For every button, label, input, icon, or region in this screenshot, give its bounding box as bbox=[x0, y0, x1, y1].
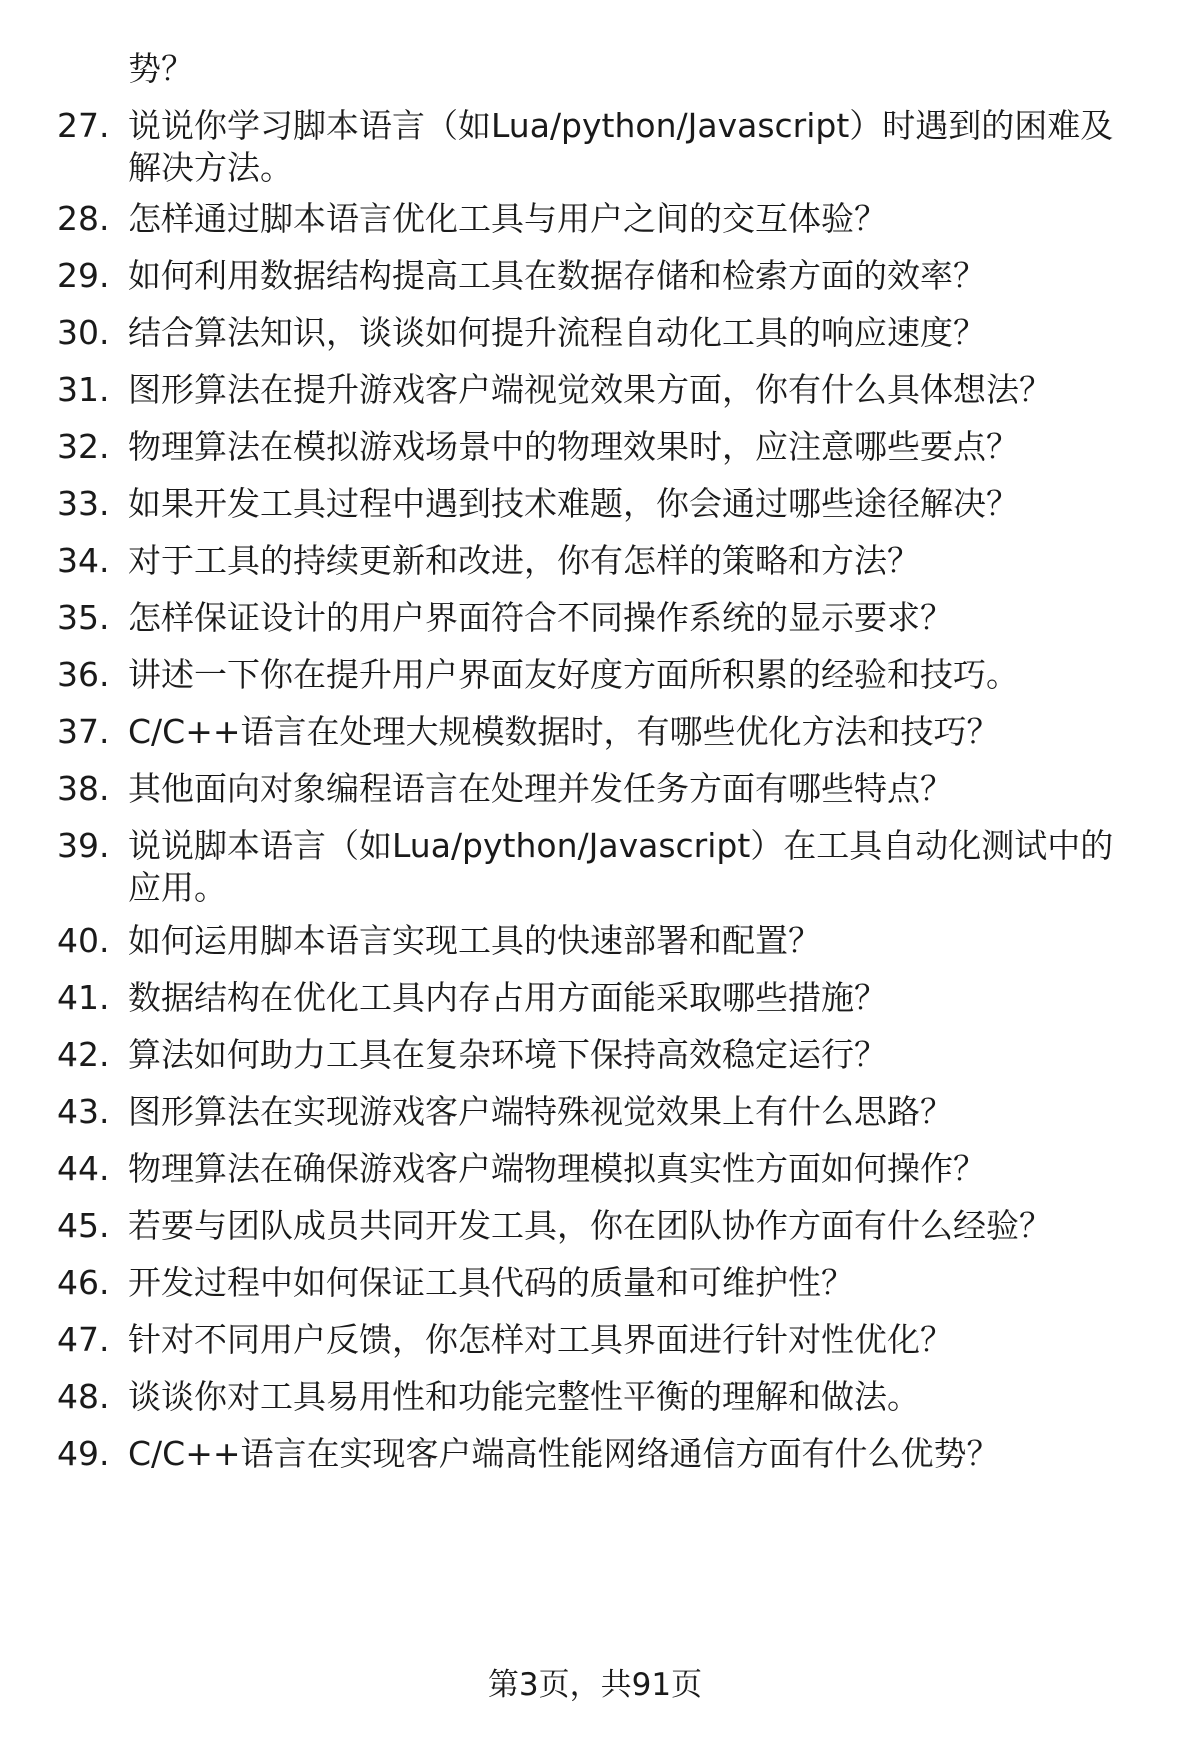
question-number: 36. bbox=[57, 655, 110, 694]
question-text: 说说脚本语言（如Lua/python/Javascript）在工具自动化测试中的应用。 bbox=[128, 826, 1114, 907]
question-text: C/C++语言在实现客户端高性能网络通信方面有什么优势？ bbox=[128, 1434, 1000, 1473]
question-text: C/C++语言在处理大规模数据时，有哪些优化方法和技巧？ bbox=[128, 712, 1000, 751]
question-text: 讲述一下你在提升用户界面友好度方面所积累的经验和技巧。 bbox=[128, 655, 1019, 694]
question-item-30 bbox=[57, 312, 1137, 354]
question-item-47 bbox=[57, 1319, 1137, 1361]
question-number: 42. bbox=[57, 1035, 110, 1074]
question-item-29 bbox=[57, 255, 1137, 297]
question-item-44 bbox=[57, 1148, 1137, 1190]
question-text: 怎样保证设计的用户界面符合不同操作系统的显示要求？ bbox=[128, 598, 953, 637]
question-number: 43. bbox=[57, 1092, 110, 1131]
question-item-28 bbox=[57, 198, 1137, 240]
question-text: 如何利用数据结构提高工具在数据存储和检索方面的效率？ bbox=[128, 256, 986, 295]
question-number: 41. bbox=[57, 978, 110, 1017]
question-text: 若要与团队成员共同开发工具，你在团队协作方面有什么经验？ bbox=[128, 1206, 1052, 1245]
question-text: 如何运用脚本语言实现工具的快速部署和配置？ bbox=[128, 921, 821, 960]
question-item-34 bbox=[57, 540, 1137, 582]
question-number: 38. bbox=[57, 769, 110, 808]
question-item-38 bbox=[57, 768, 1137, 810]
question-item-37 bbox=[57, 711, 1137, 753]
question-item-31 bbox=[57, 369, 1137, 411]
question-item-36 bbox=[57, 654, 1137, 696]
question-item-27 bbox=[57, 105, 1137, 189]
question-number: 47. bbox=[57, 1320, 110, 1359]
question-text: 说说你学习脚本语言（如Lua/python/Javascript）时遇到的困难及解决方法。 bbox=[128, 106, 1114, 187]
question-text: 图形算法在实现游戏客户端特殊视觉效果上有什么思路？ bbox=[128, 1092, 953, 1131]
question-number: 29. bbox=[57, 256, 110, 295]
question-number: 46. bbox=[57, 1263, 110, 1302]
question-number: 48. bbox=[57, 1377, 110, 1416]
question-item-46 bbox=[57, 1262, 1137, 1304]
question-text: 物理算法在确保游戏客户端物理模拟真实性方面如何操作？ bbox=[128, 1149, 986, 1188]
question-text: 如果开发工具过程中遇到技术难题，你会通过哪些途径解决？ bbox=[128, 484, 1019, 523]
question-text: 结合算法知识，谈谈如何提升流程自动化工具的响应速度？ bbox=[128, 313, 986, 352]
question-number: 44. bbox=[57, 1149, 110, 1188]
question-number: 37. bbox=[57, 712, 110, 751]
question-item-42 bbox=[57, 1034, 1137, 1076]
question-item-48 bbox=[57, 1376, 1137, 1418]
question-item-45 bbox=[57, 1205, 1137, 1247]
question-number: 49. bbox=[57, 1434, 110, 1473]
question-text: 对于工具的持续更新和改进，你有怎样的策略和方法？ bbox=[128, 541, 920, 580]
question-item-33 bbox=[57, 483, 1137, 525]
question-text: 数据结构在优化工具内存占用方面能采取哪些措施？ bbox=[128, 978, 887, 1017]
question-item-40 bbox=[57, 920, 1137, 962]
question-text: 其他面向对象编程语言在处理并发任务方面有哪些特点？ bbox=[128, 769, 953, 808]
question-item-49 bbox=[57, 1433, 1137, 1475]
question-number: 34. bbox=[57, 541, 110, 580]
question-item-35 bbox=[57, 597, 1137, 639]
continuation-text: 势？ bbox=[128, 49, 194, 88]
question-number: 35. bbox=[57, 598, 110, 637]
question-item-32 bbox=[57, 426, 1137, 468]
question-text: 图形算法在提升游戏客户端视觉效果方面，你有什么具体想法？ bbox=[128, 370, 1052, 409]
question-text: 算法如何助力工具在复杂环境下保持高效稳定运行？ bbox=[128, 1035, 887, 1074]
question-text: 物理算法在模拟游戏场景中的物理效果时，应注意哪些要点？ bbox=[128, 427, 1019, 466]
question-number: 30. bbox=[57, 313, 110, 352]
question-number: 40. bbox=[57, 921, 110, 960]
question-number: 31. bbox=[57, 370, 110, 409]
question-number: 28. bbox=[57, 199, 110, 238]
page-number-footer: 第3页，共91页 bbox=[487, 1667, 703, 1703]
question-text: 怎样通过脚本语言优化工具与用户之间的交互体验？ bbox=[128, 199, 887, 238]
question-number: 33. bbox=[57, 484, 110, 523]
question-text: 针对不同用户反馈，你怎样对工具界面进行针对性优化？ bbox=[128, 1320, 953, 1359]
question-item-41 bbox=[57, 977, 1137, 1019]
question-item-39 bbox=[57, 825, 1137, 909]
question-item-43 bbox=[57, 1091, 1137, 1133]
question-text: 谈谈你对工具易用性和功能完整性平衡的理解和做法。 bbox=[128, 1377, 920, 1416]
question-number: 27. bbox=[57, 106, 110, 145]
question-text: 开发过程中如何保证工具代码的质量和可维护性？ bbox=[128, 1263, 854, 1302]
question-number: 45. bbox=[57, 1206, 110, 1245]
question-number: 32. bbox=[57, 427, 110, 466]
question-number: 39. bbox=[57, 826, 110, 865]
